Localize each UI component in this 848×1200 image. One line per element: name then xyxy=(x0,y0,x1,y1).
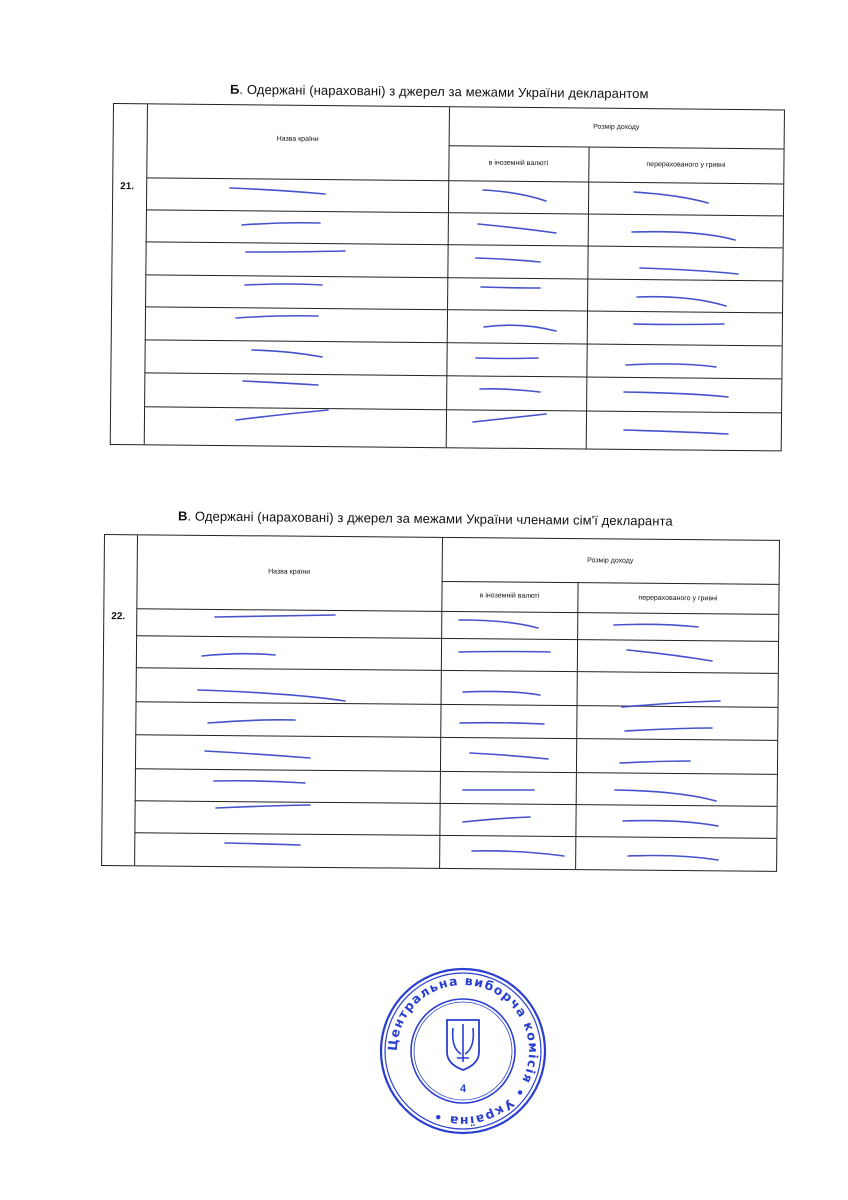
row-number: 21. xyxy=(120,181,135,193)
header-uah: перерахованого у гривні xyxy=(638,594,718,603)
header-uah: перерахованого у гривні xyxy=(646,161,726,169)
section-b-title-text: . Одержані (нараховані) з джерел за межами України декларантом xyxy=(239,81,649,102)
official-stamp xyxy=(378,966,548,1136)
stamp-text: Центральна виборча комісія • Україна • xyxy=(384,972,542,1130)
row-number: 22. xyxy=(111,611,126,623)
trident-icon xyxy=(447,1020,479,1070)
header-foreign-currency: в іноземній валюті xyxy=(488,159,549,168)
header-income: Розмір доходу xyxy=(593,123,640,132)
section-v-title-text: . Одержані (нараховані) з джерел за межами України членами сім'ї декларанта xyxy=(187,508,673,529)
section-b-letter: Б xyxy=(229,81,240,97)
header-country: Назва країни xyxy=(276,135,319,143)
header-foreign-currency: в іноземній валюті xyxy=(479,592,540,600)
header-income: Розмір доходу xyxy=(587,557,634,565)
header-country: Назва країни xyxy=(268,568,311,576)
stamp-number: 4 xyxy=(459,1083,467,1095)
section-v-letter: В xyxy=(177,508,188,524)
